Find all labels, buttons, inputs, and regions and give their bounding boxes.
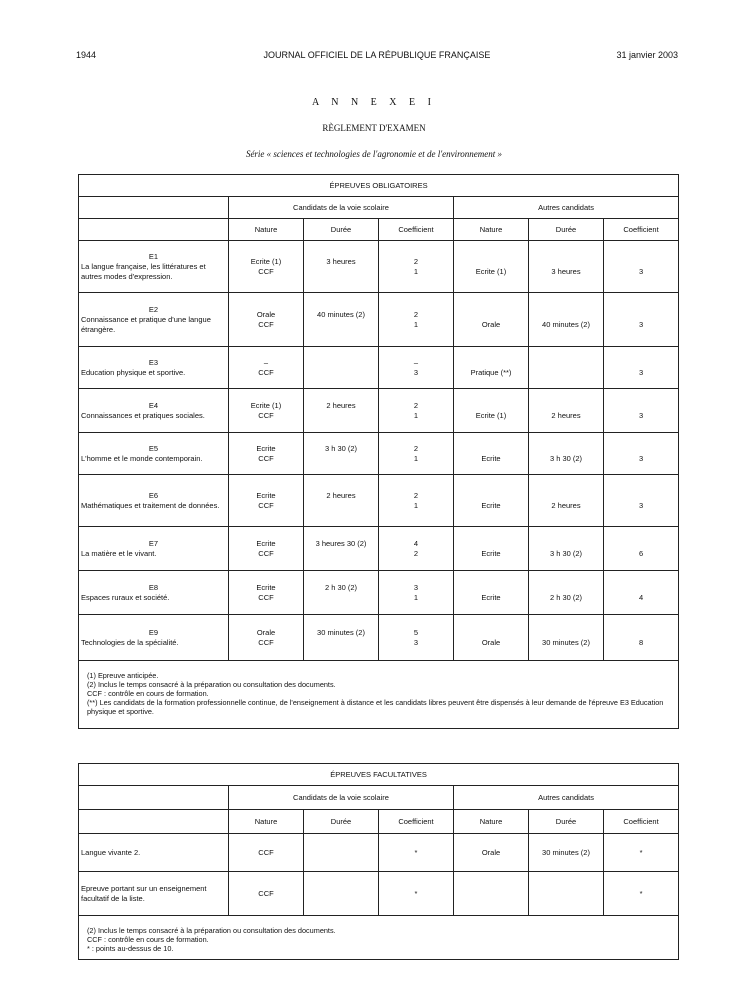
voie-nature-cell — [229, 433, 304, 475]
column-header-nature: Nature — [454, 810, 529, 834]
autres-nature: Orale — [454, 615, 529, 661]
voie-duree — [304, 872, 379, 916]
column-header-duree: Durée — [304, 219, 379, 241]
autres-coef: 4 — [604, 571, 679, 615]
autres-nature: Pratique (**) — [454, 347, 529, 389]
exam-label: Connaissance et pratique d'une langue étrangère. — [81, 314, 211, 334]
exam-cell — [79, 241, 229, 293]
voie-nature: CCF — [258, 410, 274, 420]
annex-series: Série « sciences et technologies de l'agronomie et de l'environnement » — [245, 149, 503, 159]
publication-date: 31 janvier 2003 — [616, 50, 678, 60]
column-header-coef: Coefficient — [379, 810, 454, 834]
voie-coef-cell — [379, 475, 454, 527]
empty-cell — [79, 786, 229, 810]
exam-label: Technologies de la spécialité. — [81, 637, 179, 647]
autres-duree: 3 h 30 (2) — [529, 433, 604, 475]
table-row — [79, 834, 679, 872]
voie-coef: 1 — [413, 592, 419, 602]
voie-coef-cell — [379, 293, 454, 347]
voie-coef: 5 — [413, 627, 419, 637]
note: (1) Epreuve anticipée. — [87, 671, 159, 680]
voie-coef: 3 — [413, 582, 419, 592]
autres-nature: Ecrite — [454, 433, 529, 475]
exam-code: E2 — [148, 304, 159, 314]
exam-cell — [79, 433, 229, 475]
exam-label: Epreuve portant sur un enseignement facultatif de la liste. — [79, 872, 229, 916]
voie-nature-cell — [229, 347, 304, 389]
exam-label: Mathématiques et traitement de données. — [81, 500, 220, 510]
exam-cell — [79, 527, 229, 571]
voie-duree-cell — [304, 293, 379, 347]
note: (**) Les candidats de la formation professionnelle continue, de l'enseignement à distance et les candidats libres peuvent être dispensés à leur demande de l'épreuve E3 Education physique et sportive. — [87, 698, 664, 716]
voie-coef-cell — [379, 615, 454, 661]
exam-code: E5 — [148, 443, 159, 453]
autres-duree: 3 h 30 (2) — [529, 527, 604, 571]
voie-nature: CCF — [258, 592, 274, 602]
voie-duree-cell — [304, 433, 379, 475]
column-header-nature: Nature — [454, 219, 529, 241]
voie-coef: 2 — [413, 490, 419, 500]
table-row — [79, 241, 679, 293]
voie-nature-cell — [229, 293, 304, 347]
voie-nature-cell — [229, 475, 304, 527]
voie-nature-cell — [229, 615, 304, 661]
exam-label: La matière et le vivant. — [81, 548, 157, 558]
table-row — [79, 433, 679, 475]
autres-coef: * — [604, 834, 679, 872]
voie-coef-cell — [379, 241, 454, 293]
empty-cell — [79, 810, 229, 834]
voie-coef: 2 — [413, 256, 419, 266]
voie-coef: 1 — [413, 500, 419, 510]
voie-coef: 2 — [413, 400, 419, 410]
voie-nature: CCF — [258, 453, 274, 463]
autres-nature: Ecrite — [454, 475, 529, 527]
voie-nature: Ecrite — [256, 582, 276, 592]
voie-duree: 2 heures — [326, 400, 356, 410]
voie-nature: Ecrite — [256, 443, 276, 453]
voie-nature: – — [263, 357, 269, 367]
note: CCF : contrôle en cours de formation. — [87, 689, 209, 698]
autres-nature: Orale — [454, 834, 529, 872]
voie-coef: 4 — [413, 538, 419, 548]
voie-nature-cell — [229, 241, 304, 293]
voie-coef-cell — [379, 571, 454, 615]
autres-coef: 3 — [604, 347, 679, 389]
voie-coef: * — [379, 872, 454, 916]
column-header-coef: Coefficient — [604, 810, 679, 834]
table-row — [79, 615, 679, 661]
voie-nature: CCF — [258, 637, 274, 647]
voie-nature: CCF — [229, 834, 304, 872]
autres-nature: Ecrite (1) — [454, 389, 529, 433]
table-notes — [79, 916, 679, 960]
autres-nature: Ecrite — [454, 527, 529, 571]
autres-nature: Orale — [454, 293, 529, 347]
voie-coef-cell — [379, 527, 454, 571]
exam-label: Espaces ruraux et société. — [81, 592, 170, 602]
voie-duree: 30 minutes (2) — [317, 627, 365, 637]
autres-duree: 30 minutes (2) — [529, 615, 604, 661]
voie-duree: 2 heures — [326, 490, 356, 500]
table-row — [79, 872, 679, 916]
exam-cell — [79, 347, 229, 389]
voie-coef-cell — [379, 347, 454, 389]
exam-label: La langue française, les littératures et autres modes d'expression. — [81, 261, 206, 281]
voie-nature: CCF — [258, 367, 274, 377]
exam-cell — [79, 571, 229, 615]
voie-nature: Ecrite (1) — [250, 400, 282, 410]
column-header-nature: Nature — [229, 219, 304, 241]
autres-duree — [529, 347, 604, 389]
exam-cell — [79, 389, 229, 433]
autres-coef: 3 — [604, 433, 679, 475]
autres-nature: Ecrite (1) — [454, 241, 529, 293]
autres-coef: 3 — [604, 293, 679, 347]
exam-code: E1 — [148, 251, 159, 261]
autres-duree: 30 minutes (2) — [529, 834, 604, 872]
exam-code: E4 — [148, 400, 159, 410]
autres-duree: 2 heures — [529, 389, 604, 433]
voie-nature: Ecrite (1) — [250, 256, 282, 266]
exam-cell — [79, 615, 229, 661]
mandatory-exams-table — [78, 174, 679, 729]
exam-code: E7 — [148, 538, 159, 548]
autres-duree: 3 heures — [529, 241, 604, 293]
table-row — [79, 347, 679, 389]
autres-coef: 6 — [604, 527, 679, 571]
exam-cell — [79, 475, 229, 527]
column-header-coef: Coefficient — [604, 219, 679, 241]
empty-cell — [79, 197, 229, 219]
voie-coef: – — [413, 357, 419, 367]
exam-label: L'homme et le monde contemporain. — [81, 453, 203, 463]
voie-duree — [304, 834, 379, 872]
voie-coef: 1 — [413, 410, 419, 420]
exam-label: Langue vivante 2. — [79, 834, 229, 872]
autres-coef: 3 — [604, 241, 679, 293]
exam-code: E6 — [148, 490, 159, 500]
autres-coef: 3 — [604, 389, 679, 433]
voie-duree-cell — [304, 475, 379, 527]
autres-duree: 40 minutes (2) — [529, 293, 604, 347]
voie-duree: 3 heures 30 (2) — [315, 538, 367, 548]
group-header-autres: Autres candidats — [454, 197, 679, 219]
note: CCF : contrôle en cours de formation. — [87, 935, 209, 944]
autres-nature — [454, 872, 529, 916]
column-header-nature: Nature — [229, 810, 304, 834]
voie-coef: * — [379, 834, 454, 872]
voie-coef-cell — [379, 433, 454, 475]
table-row — [79, 571, 679, 615]
note: * : points au-dessus de 10. — [87, 944, 174, 953]
voie-duree-cell — [304, 347, 379, 389]
voie-coef: 1 — [413, 453, 419, 463]
journal-title: JOURNAL OFFICIEL DE LA RÉPUBLIQUE FRANÇAISE — [263, 50, 491, 60]
table-notes — [79, 661, 679, 729]
voie-nature-cell — [229, 389, 304, 433]
autres-coef: 8 — [604, 615, 679, 661]
voie-nature: CCF — [258, 319, 274, 329]
voie-nature-cell — [229, 571, 304, 615]
column-header-coef: Coefficient — [379, 219, 454, 241]
exam-code: E8 — [148, 582, 159, 592]
voie-coef-cell — [379, 389, 454, 433]
voie-coef: 2 — [413, 309, 419, 319]
voie-nature: CCF — [258, 548, 274, 558]
voie-nature: Orale — [256, 309, 276, 319]
voie-nature: Orale — [256, 627, 276, 637]
note: (2) Inclus le temps consacré à la préparation ou consultation des documents. — [87, 680, 336, 689]
voie-duree: 2 h 30 (2) — [324, 582, 358, 592]
voie-coef: 3 — [413, 637, 419, 647]
voie-duree: 3 h 30 (2) — [324, 443, 358, 453]
voie-duree-cell — [304, 571, 379, 615]
voie-nature: CCF — [229, 872, 304, 916]
voie-coef: 1 — [413, 266, 419, 276]
table-row — [79, 475, 679, 527]
group-header-voie: Candidats de la voie scolaire — [229, 786, 454, 810]
autres-coef: 3 — [604, 475, 679, 527]
annex-title: A N N E X E I — [312, 97, 436, 108]
column-header-duree: Durée — [304, 810, 379, 834]
column-header-duree: Durée — [529, 219, 604, 241]
voie-duree-cell — [304, 615, 379, 661]
exam-code: E3 — [148, 357, 159, 367]
table-row — [79, 389, 679, 433]
voie-duree: 40 minutes (2) — [317, 309, 365, 319]
exam-cell — [79, 293, 229, 347]
autres-nature: Ecrite — [454, 571, 529, 615]
voie-nature: Ecrite — [256, 490, 276, 500]
column-header-duree: Durée — [529, 810, 604, 834]
autres-coef: * — [604, 872, 679, 916]
group-header-voie: Candidats de la voie scolaire — [229, 197, 454, 219]
voie-duree-cell — [304, 389, 379, 433]
table-heading: ÉPREUVES OBLIGATOIRES — [79, 175, 679, 197]
voie-duree-cell — [304, 241, 379, 293]
autres-duree — [529, 872, 604, 916]
exam-code: E9 — [148, 627, 159, 637]
voie-coef: 2 — [413, 443, 419, 453]
voie-nature: Ecrite — [256, 538, 276, 548]
group-header-autres: Autres candidats — [454, 786, 679, 810]
annex-subtitle: RÈGLEMENT D'EXAMEN — [322, 123, 426, 133]
table-row — [79, 293, 679, 347]
table-heading: ÉPREUVES FACULTATIVES — [79, 764, 679, 786]
voie-nature-cell — [229, 527, 304, 571]
autres-duree: 2 h 30 (2) — [529, 571, 604, 615]
voie-coef: 3 — [413, 367, 419, 377]
page-number: 1944 — [76, 50, 97, 60]
table-row — [79, 527, 679, 571]
voie-duree: 3 heures — [326, 256, 356, 266]
voie-nature: CCF — [258, 500, 274, 510]
optional-exams-table — [78, 763, 679, 960]
exam-label: Connaissances et pratiques sociales. — [81, 410, 205, 420]
exam-label: Education physique et sportive. — [81, 367, 186, 377]
autres-duree: 2 heures — [529, 475, 604, 527]
page-header — [76, 50, 678, 64]
voie-nature: CCF — [258, 266, 274, 276]
voie-coef: 1 — [413, 319, 419, 329]
note: (2) Inclus le temps consacré à la préparation ou consultation des documents. — [87, 926, 336, 935]
voie-duree-cell — [304, 527, 379, 571]
empty-cell — [79, 219, 229, 241]
voie-coef: 2 — [413, 548, 419, 558]
